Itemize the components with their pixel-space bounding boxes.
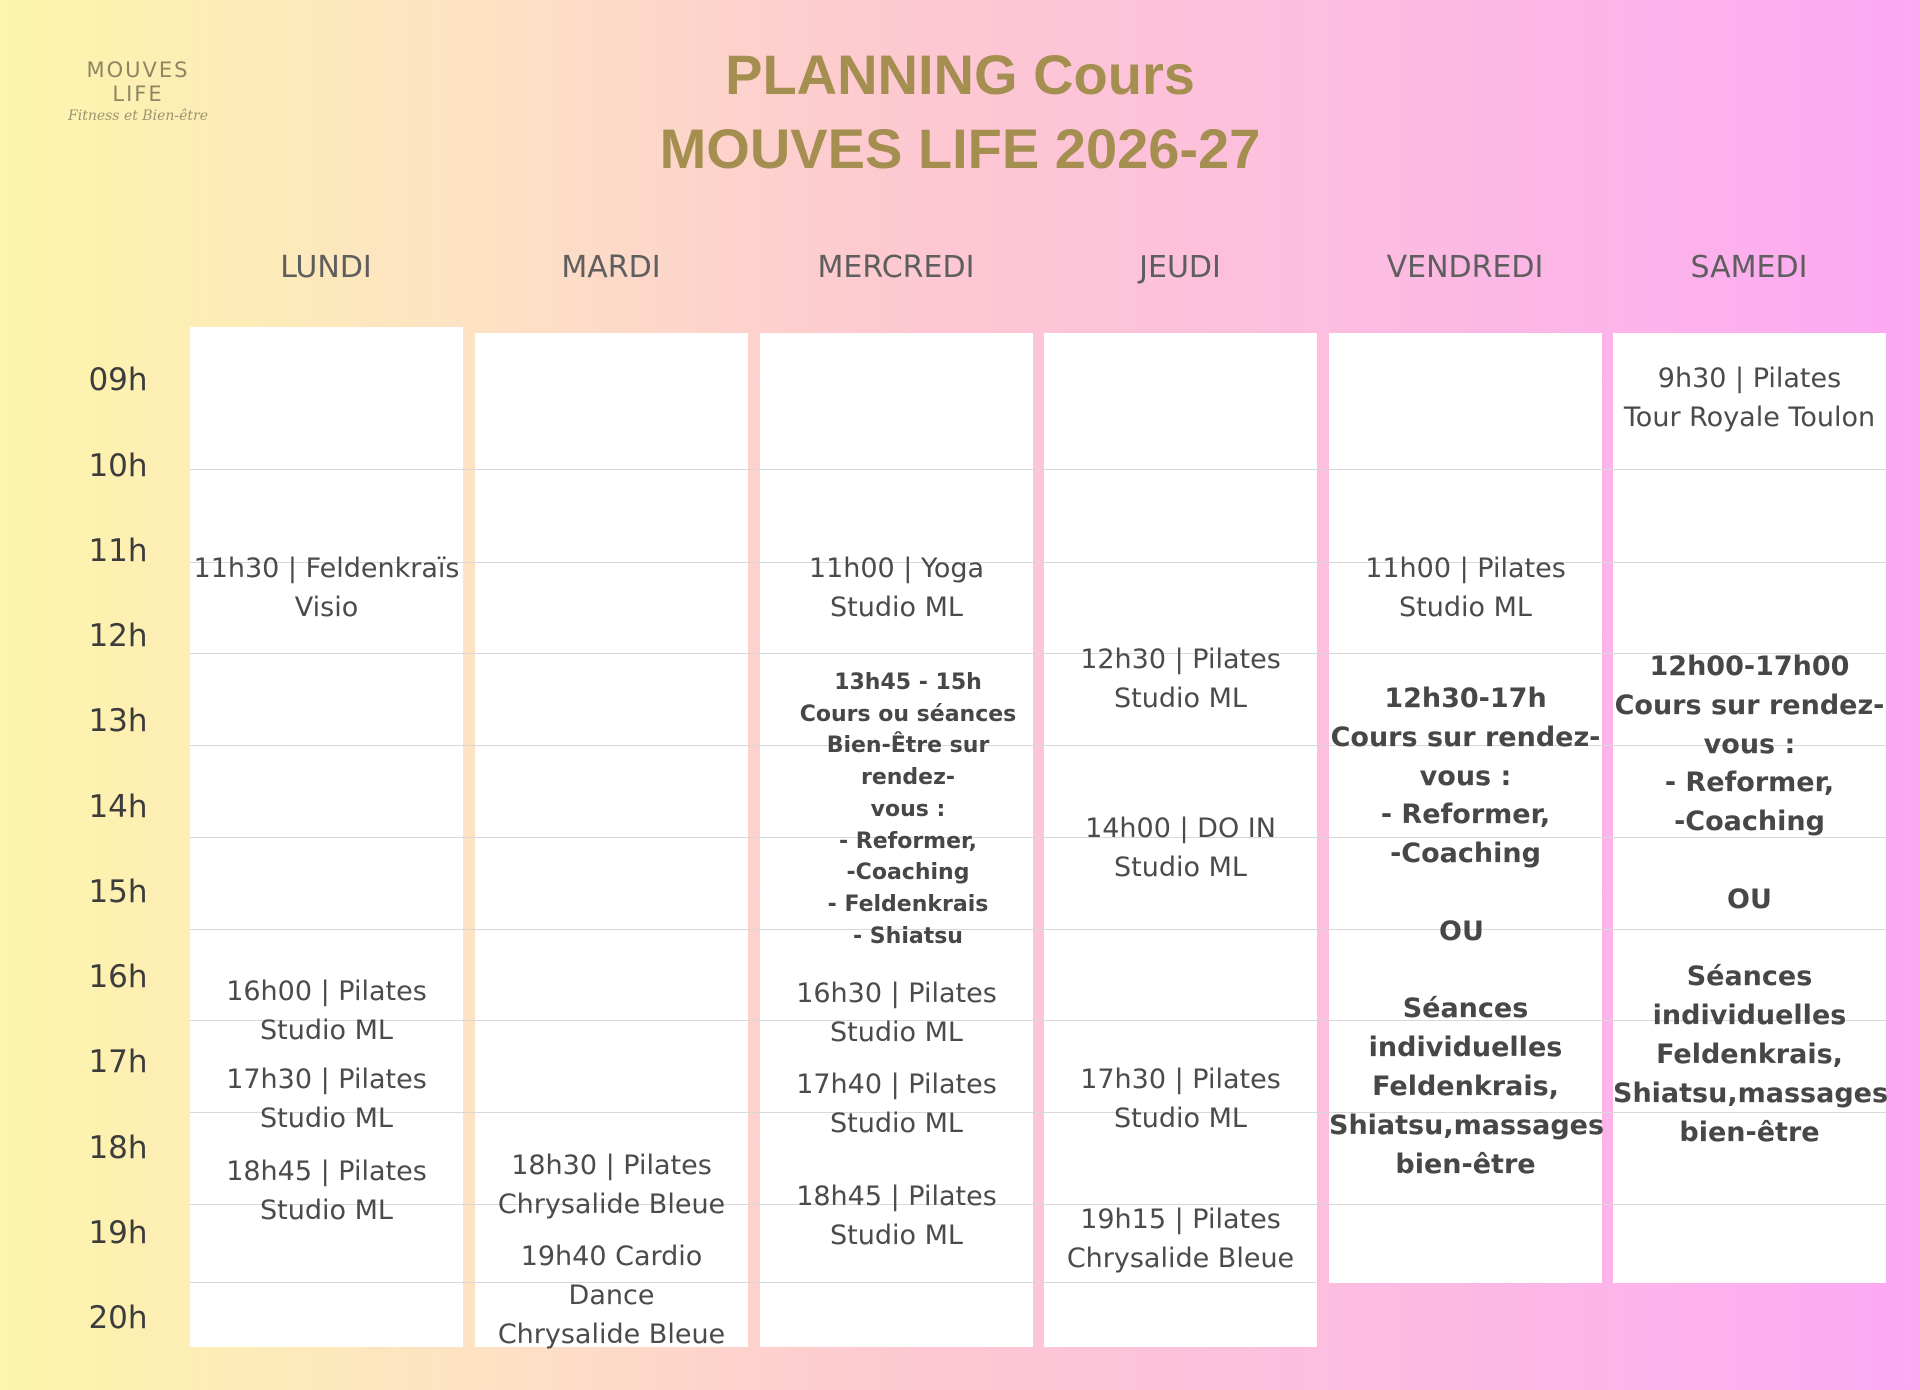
- appointment-block-vendredi[interactable]: [1329, 680, 1605, 1184]
- logo-tagline: Fitness et Bien-être: [68, 108, 208, 124]
- appointment-line: -Coaching: [846, 860, 970, 886]
- event-place: Studio ML: [1114, 852, 1247, 883]
- appointment-line: - Reformer,: [838, 828, 977, 854]
- appointment-line: - Feldenkrais: [827, 891, 989, 917]
- hour-label: 13h: [88, 703, 148, 739]
- event-jeudi[interactable]: [1044, 1060, 1317, 1138]
- event-lundi[interactable]: [190, 1060, 463, 1138]
- event-place: Studio ML: [830, 1220, 963, 1251]
- event-jeudi[interactable]: [1044, 1200, 1317, 1278]
- event-time: 18h45 | Pilates: [226, 1156, 427, 1187]
- hour-label: 20h: [88, 1300, 148, 1336]
- event-place: Studio ML: [830, 1017, 963, 1048]
- event-time: 18h45 | Pilates: [796, 1181, 997, 1212]
- title-line-2: MOUVES LIFE 2026-27: [659, 117, 1261, 180]
- event-time: 18h30 | Pilates: [511, 1150, 712, 1181]
- appointment-line: [1329, 952, 1602, 991]
- appointment-line: Feldenkrais,: [1372, 1070, 1559, 1102]
- event-place: Studio ML: [1114, 1103, 1247, 1134]
- event-time: 11h00 | Pilates: [1365, 553, 1566, 584]
- day-header-lundi: LUNDI: [280, 250, 372, 285]
- appointment-line: Séances: [1686, 961, 1813, 993]
- event-place: Tour Royale Toulon: [1623, 402, 1876, 433]
- hour-label: 10h: [88, 448, 148, 484]
- event-time: 16h00 | Pilates: [226, 976, 427, 1007]
- appointment-line: - Reformer,: [1380, 799, 1551, 831]
- event-place: Studio ML: [830, 592, 963, 623]
- appointment-line: vous :: [870, 796, 946, 822]
- appointment-line: Cours sur rendez-: [1614, 689, 1885, 721]
- event-lundi[interactable]: [190, 1152, 463, 1230]
- day-header-vendredi: VENDREDI: [1386, 250, 1544, 285]
- event-mercredi[interactable]: [760, 974, 1033, 1052]
- event-time: 19h40 Cardio Dance: [520, 1241, 703, 1311]
- hour-label: 17h: [88, 1044, 148, 1080]
- appointment-block-samedi[interactable]: [1613, 648, 1889, 1152]
- appointment-line: 12h30-17h: [1384, 683, 1547, 714]
- appointment-line: -Coaching: [1674, 806, 1825, 838]
- page-title: [0, 38, 1920, 186]
- event-samedi[interactable]: [1613, 359, 1886, 437]
- event-place: Studio ML: [260, 1015, 393, 1046]
- hour-label: 19h: [88, 1215, 148, 1251]
- appointment-line: individuelles: [1652, 1000, 1847, 1032]
- day-header-mardi: MARDI: [561, 250, 661, 285]
- event-mercredi[interactable]: [760, 549, 1033, 627]
- hour-label: 18h: [88, 1130, 148, 1166]
- event-mercredi[interactable]: [760, 1177, 1033, 1255]
- appointment-line: Feldenkrais,: [1656, 1038, 1843, 1070]
- event-time: 14h00 | DO IN: [1085, 813, 1276, 844]
- event-time: 12h30 | Pilates: [1080, 644, 1281, 675]
- appointment-line: Cours sur rendez-: [1330, 721, 1601, 753]
- event-place: Studio ML: [830, 1108, 963, 1139]
- hour-label: 12h: [88, 618, 148, 654]
- event-lundi[interactable]: [190, 549, 463, 627]
- day-header-jeudi: JEUDI: [1139, 250, 1221, 285]
- appointment-line: Séances: [1402, 993, 1529, 1025]
- event-time: 11h30 | Feldenkraïs: [193, 553, 460, 584]
- appointment-line: - Shiatsu: [853, 923, 963, 949]
- appointment-line: 13h45 - 15h: [834, 670, 982, 695]
- appointment-line: [1613, 842, 1886, 881]
- event-time: 17h30 | Pilates: [226, 1064, 427, 1095]
- event-mercredi[interactable]: [760, 1065, 1033, 1143]
- appointment-block-mercredi[interactable]: [778, 667, 1038, 952]
- appointment-line: Shiatsu,massages: [1329, 1109, 1605, 1141]
- hour-label: 16h: [88, 959, 148, 995]
- appointment-line: vous :: [1419, 760, 1512, 792]
- hour-label: 15h: [88, 874, 148, 910]
- appointment-line: Cours ou séances: [799, 701, 1017, 727]
- grid-line: [190, 469, 1886, 470]
- event-time: 11h00 | Yoga: [808, 553, 985, 584]
- event-time: 17h30 | Pilates: [1080, 1064, 1281, 1095]
- grid-line: [190, 1282, 1316, 1283]
- event-place: Studio ML: [260, 1103, 393, 1134]
- event-place: Chrysalide Bleue: [497, 1319, 726, 1350]
- event-jeudi[interactable]: [1044, 809, 1317, 887]
- appointment-line: Bien-Être sur rendez-: [826, 733, 990, 791]
- appointment-line: Shiatsu,massages: [1613, 1077, 1889, 1109]
- event-place: Chrysalide Bleue: [1066, 1243, 1295, 1274]
- appointment-line: 12h00-17h00: [1649, 651, 1850, 682]
- appointment-line: OU: [1727, 883, 1772, 915]
- event-mardi[interactable]: [475, 1146, 748, 1224]
- logo-name: MOUVES LIFE: [86, 58, 190, 106]
- event-place: Chrysalide Bleue: [497, 1189, 726, 1220]
- event-jeudi[interactable]: [1044, 640, 1317, 718]
- event-vendredi[interactable]: [1329, 549, 1602, 627]
- appointment-line: [1329, 874, 1602, 913]
- event-place: Studio ML: [260, 1195, 393, 1226]
- title-line-1: PLANNING Cours: [725, 43, 1195, 106]
- appointment-line: [1613, 920, 1886, 959]
- appointment-line: -Coaching: [1390, 838, 1541, 870]
- event-time: 9h30 | Pilates: [1657, 363, 1842, 394]
- event-mardi[interactable]: [475, 1237, 748, 1354]
- appointment-line: - Reformer,: [1664, 767, 1835, 799]
- appointment-line: OU: [1439, 915, 1484, 947]
- event-place: Visio: [294, 592, 359, 623]
- event-lundi[interactable]: [190, 972, 463, 1050]
- appointment-line: bien-être: [1395, 1148, 1536, 1180]
- event-time: 17h40 | Pilates: [796, 1069, 997, 1100]
- hour-label: 14h: [88, 789, 148, 825]
- day-header-mercredi: MERCREDI: [817, 250, 975, 285]
- event-time: 16h30 | Pilates: [796, 978, 997, 1009]
- hour-label: 09h: [88, 362, 148, 398]
- event-place: Studio ML: [1399, 592, 1532, 623]
- day-header-samedi: SAMEDI: [1690, 250, 1808, 285]
- appointment-line: vous :: [1703, 728, 1796, 760]
- hour-label: 11h: [88, 533, 148, 569]
- appointment-line: individuelles: [1368, 1032, 1563, 1064]
- event-place: Studio ML: [1114, 683, 1247, 714]
- event-time: 19h15 | Pilates: [1080, 1204, 1281, 1235]
- appointment-line: bien-être: [1679, 1116, 1820, 1148]
